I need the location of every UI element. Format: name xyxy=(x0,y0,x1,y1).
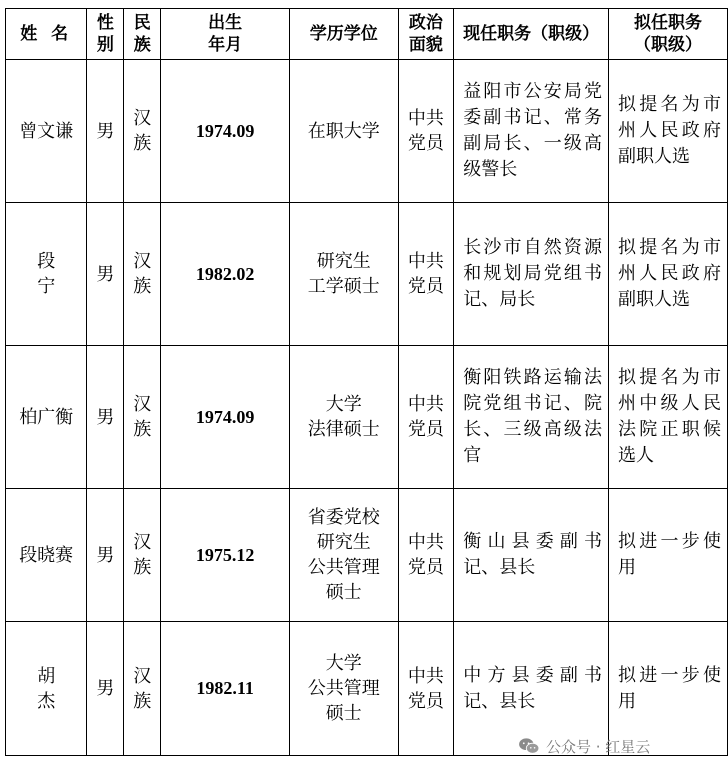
cell-current-position: 长沙市自然资源和规划局党组书记、局长 xyxy=(454,203,609,346)
cell-name: 柏广衡 xyxy=(6,346,87,489)
cell-name: 胡杰 xyxy=(6,622,87,756)
cell-education: 省委党校 研究生 公共管理 硕士 xyxy=(289,489,398,622)
cell-birth: 1982.11 xyxy=(161,622,290,756)
cell-party: 中共 党员 xyxy=(398,622,454,756)
header-gender: 性 别 xyxy=(87,9,124,60)
cell-current-position: 中方县委副书记、县长 xyxy=(454,622,609,756)
watermark-text: 公众号 · 红星云 xyxy=(546,737,651,756)
wechat-icon xyxy=(518,737,540,755)
cell-proposed-position: 拟提名为市州人民政府副职人选 xyxy=(609,60,728,203)
header-ethnicity: 民 族 xyxy=(124,9,161,60)
cell-birth: 1982.02 xyxy=(161,203,290,346)
cell-ethnicity: 汉 族 xyxy=(124,489,161,622)
header-name: 姓名 xyxy=(6,9,87,60)
cell-gender: 男 xyxy=(87,346,124,489)
cell-ethnicity: 汉 族 xyxy=(124,203,161,346)
cell-name: 曾文谦 xyxy=(6,60,87,203)
cell-education: 在职大学 xyxy=(289,60,398,203)
cell-gender: 男 xyxy=(87,60,124,203)
cell-education: 研究生 工学硕士 xyxy=(289,203,398,346)
cell-gender: 男 xyxy=(87,622,124,756)
cell-ethnicity: 汉 族 xyxy=(124,622,161,756)
cell-proposed-position: 拟提名为市州人民政府副职人选 xyxy=(609,203,728,346)
cell-current-position: 衡山县委副书记、县长 xyxy=(454,489,609,622)
cell-birth: 1974.09 xyxy=(161,346,290,489)
cell-gender: 男 xyxy=(87,203,124,346)
cell-party: 中共 党员 xyxy=(398,60,454,203)
cell-education: 大学 法律硕士 xyxy=(289,346,398,489)
header-education: 学历学位 xyxy=(289,9,398,60)
cell-name: 段宁 xyxy=(6,203,87,346)
header-birth: 出生 年月 xyxy=(161,9,290,60)
cell-birth: 1975.12 xyxy=(161,489,290,622)
cell-proposed-position: 拟进一步使用 xyxy=(609,622,728,756)
cell-party: 中共 党员 xyxy=(398,489,454,622)
cell-birth: 1974.09 xyxy=(161,60,290,203)
header-row xyxy=(6,9,728,60)
header-party: 政治 面貌 xyxy=(398,9,454,60)
table-row xyxy=(6,346,728,489)
cell-ethnicity: 汉 族 xyxy=(124,60,161,203)
table-row xyxy=(6,489,728,622)
cell-name: 段晓赛 xyxy=(6,489,87,622)
cell-proposed-position: 拟进一步使用 xyxy=(609,489,728,622)
table-row xyxy=(6,60,728,203)
cell-current-position: 益阳市公安局党委副书记、常务副局长、一级高级警长 xyxy=(454,60,609,203)
roster-body xyxy=(6,60,728,756)
header-current-position: 现任职务（职级） xyxy=(454,9,609,60)
cell-current-position: 衡阳铁路运输法院党组书记、院长、三级高级法官 xyxy=(454,346,609,489)
cell-ethnicity: 汉 族 xyxy=(124,346,161,489)
cadre-roster-table xyxy=(5,8,728,756)
cell-party: 中共 党员 xyxy=(398,346,454,489)
header-proposed-position: 拟任职务 （职级） xyxy=(609,9,728,60)
cell-education: 大学 公共管理 硕士 xyxy=(289,622,398,756)
cell-gender: 男 xyxy=(87,489,124,622)
cell-party: 中共 党员 xyxy=(398,203,454,346)
watermark xyxy=(518,733,650,759)
table-row xyxy=(6,203,728,346)
cell-proposed-position: 拟提名为市州中级人民法院正职候选人 xyxy=(609,346,728,489)
